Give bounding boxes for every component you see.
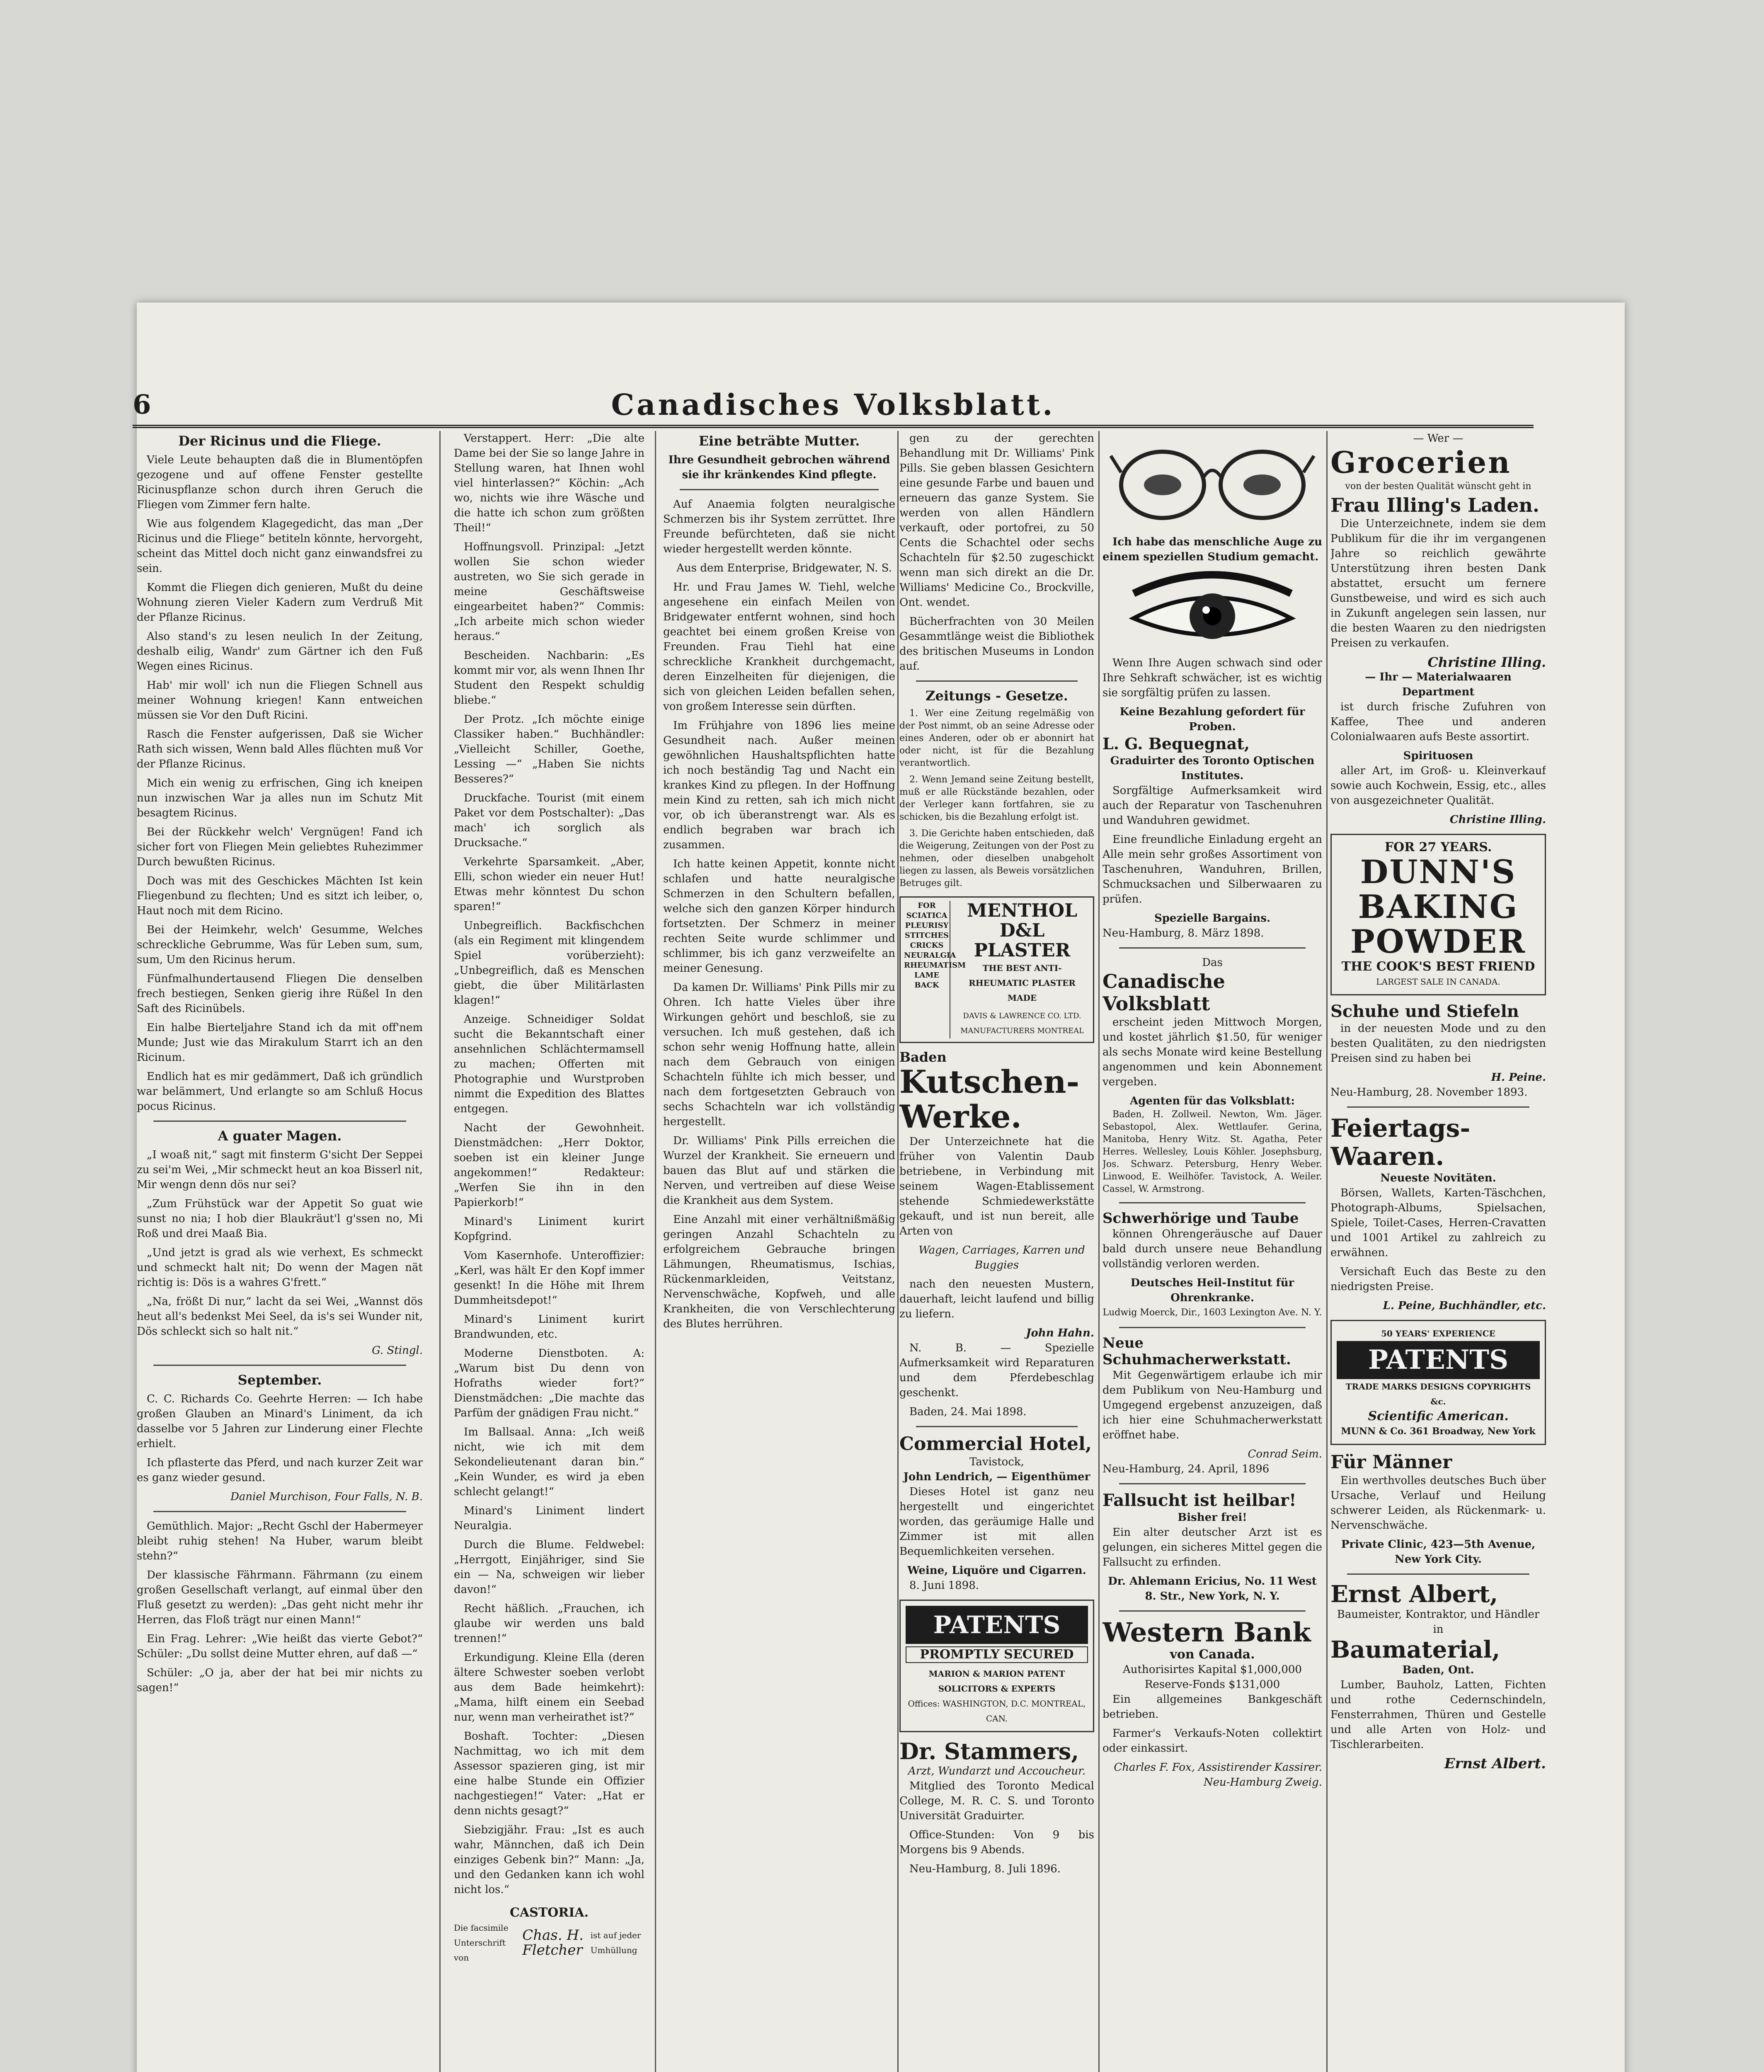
anecdote: Verkehrte Sparsamkeit. „Aber, Elli, schon wieder ein neuer Hut! Etwas mehr könntest Du schon sparen!“ bbox=[454, 856, 645, 913]
column-5 bbox=[1102, 431, 1322, 2072]
feiertags-signature: L. Peine, Buchhändler, etc. bbox=[1383, 1300, 1546, 1312]
optician-sub: Graduirter des Toronto Optischen Institutes. bbox=[1110, 755, 1315, 782]
paragraph: Die Unterzeichnete, indem sie dem Publikum für die ihr im vergangenen Jahre so reichlich gewährte Unterstützung ihren besten Dank abstattet, ersucht um fernere Gunstbeweise, und wird es sich auch in Zukunft angelegen sein lassen, nur die besten Waaren zu den niedrigsten Preisen zu verkaufen. bbox=[1330, 518, 1546, 649]
volksblatt-title: Canadische Volksblatt bbox=[1102, 970, 1225, 1015]
column-2 bbox=[454, 431, 645, 2072]
subheadline: Ihre Gesundheit gebrochen während sie ihr kränkendes Kind pflegte. bbox=[668, 454, 890, 481]
poem-stanza: Endlich hat es mir gedämmert, Daß ich gründlich war belämmert, Und erlangte so am Schluß Hocus pocus Ricinus. bbox=[137, 1070, 423, 1113]
heilbar-address: Dr. Ahlemann Ericius, No. 11 West 8. Str., New York, N. Y. bbox=[1108, 1575, 1317, 1602]
castoria-ad bbox=[454, 1920, 645, 1965]
patents-munn-header bbox=[1337, 1341, 1540, 1379]
optician-name: L. G. Bequegnat, bbox=[1102, 734, 1250, 753]
anecdote: Nacht der Gewohnheit. Dienstmädchen: „Herr Doktor, soeben ist ein kleiner Junge angekommen!“ Redakteur: „Werfen Sie ihn in den Papierkorb!“ bbox=[454, 1122, 645, 1209]
patents-ad-sub: PROMPTLY SECURED bbox=[906, 1646, 1088, 1663]
patents-munn-title: PATENTS bbox=[1368, 1344, 1509, 1375]
kutschen-title: Kutschen-Werke. bbox=[899, 1063, 1080, 1135]
separator bbox=[153, 1121, 406, 1122]
heilbar-sub: Bisher frei! bbox=[1178, 1511, 1247, 1524]
volksblatt-agents-title: Agenten für das Volksblatt: bbox=[1129, 1095, 1295, 1107]
column-rule bbox=[1326, 431, 1328, 2072]
paragraph: Börsen, Wallets, Karten-Täschchen, Photograph-Albums, Spielsachen, Spiele, Toilet-Cases, Herren-Cravatten und 1001 Artikel zu zahlreich zu erwähnen. bbox=[1330, 1187, 1546, 1259]
headline-mutter: Eine beträbte Mutter. bbox=[698, 433, 860, 449]
patents-munn-ad bbox=[1330, 1320, 1546, 1445]
separator bbox=[916, 680, 1078, 682]
column-3 bbox=[663, 431, 895, 2072]
menthol-ad-maker: DAVIS & LAWRENCE CO. LTD. MANUFACTURERS MONTREAL bbox=[960, 1012, 1084, 1035]
paragraph: Lumber, Bauholz, Latten, Fichten und rothe Cedernschindeln, Fensterrahmen, Thüren und Gestelle und alle Arten von Holz- und Tischlerarbeiten. bbox=[1330, 1679, 1546, 1751]
kutschen-signature: John Hahn. bbox=[1026, 1327, 1094, 1339]
kutschen-pre: Baden bbox=[899, 1049, 947, 1065]
paragraph: Hr. und Frau James W. Tiehl, welche angesehene ein einfach Meilen von Bridgewater entfernt wohnen, sind hoch geachtet bei einem großen Kreise von Freunden. Frau Tiehl hat eine schreckliche Krankheit durchgemacht, deren Einzelheiten für diejenigen, die sich von gleichen Leiden befallen sehen, von großem Interesse sein dürften. bbox=[663, 581, 895, 713]
paragraph: Office-Stunden: Von 9 bis Morgens bis 9 Abends. bbox=[899, 1829, 1094, 1856]
paragraph: Eine freundliche Einladung ergeht an Alle mein sehr großes Assortiment von Taschenuhren, Wanduhren, Brillen, Schmucksachen und Silberwaaren zu prüfen. bbox=[1102, 833, 1322, 905]
men-clinic: Private Clinic, 423—5th Avenue, New York City. bbox=[1341, 1538, 1536, 1566]
poem-stanza: „Na, frößt Di nur,“ lacht da sei Wei, „Wannst dös heut all's bedenkst Mei Seel, da is's sei Wunder nit, Dös schleckt sich so halt nit.“ bbox=[137, 1295, 423, 1338]
grocery-signature: Christine Illing. bbox=[1427, 654, 1546, 670]
stammers-title: Dr. Stammers, bbox=[899, 1738, 1079, 1765]
castoria-ad-right: ist auf jeder Umhüllung bbox=[590, 1930, 641, 1955]
anecdote: Bescheiden. Nachbarin: „Es kommt mir vor, als wenn Ihnen Ihr Student den Respekt schuldig bliebe.“ bbox=[454, 649, 645, 707]
patents-ad bbox=[899, 1600, 1094, 1732]
castoria-ad-left: Die facsimile Unterschrift von bbox=[454, 1923, 509, 1963]
menthol-ad-uses: FOR SCIATICA PLEURISY STITCHES CRICKS NEURALGIA RHEUMATISM LAME BACK bbox=[904, 901, 950, 1038]
column-6 bbox=[1330, 431, 1546, 2072]
dateline: Baden, 24. Mai 1898. bbox=[909, 1406, 1027, 1418]
paragraph: Ein allgemeines Bankgeschäft betrieben. bbox=[1102, 1693, 1322, 1721]
men-title: Für Männer bbox=[1330, 1452, 1452, 1473]
grocery-shop: Frau Illing's Laden. bbox=[1330, 494, 1539, 516]
menthol-plaster-ad bbox=[899, 896, 1094, 1043]
anecdote: Durch die Blume. Feldwebel: „Herrgott, Einjähriger, sind Sie ein — Na, schweigen wir lieber davon!“ bbox=[454, 1539, 645, 1596]
anecdote: Schüler: „O ja, aber der hat bei mir nichts zu sagen!“ bbox=[137, 1667, 423, 1694]
anecdote: Unbegreiflich. Backfischchen (als ein Regiment mit klingendem Spiel vorüberzieht): „Unbegreiflich, daß es Menschen giebt, die über Militärlasten klagen!“ bbox=[454, 920, 645, 1007]
dunns-ad-sub: THE COOK'S BEST FRIEND bbox=[1341, 959, 1535, 974]
separator bbox=[916, 1426, 1078, 1427]
poem-stanza: Doch was mit des Geschickes Mächten Ist kein Fliegenbund zu flechten; Und es sitzt ich leiber, o, Haut noch mit dem Ricino. bbox=[137, 875, 423, 917]
patents-ad-header bbox=[906, 1606, 1088, 1644]
volksblatt-pre: Das bbox=[1202, 956, 1223, 969]
law-item: 1. Wer eine Zeitung regelmäßig von der Post nimmt, ob an seine Adresse oder eines Anderen, oder ob er abonnirt hat oder nicht, ist für die Bezahlung verantwortlich. bbox=[899, 708, 1094, 768]
shoes-signature: H. Peine. bbox=[1491, 1071, 1546, 1084]
hotel-owner: John Lendrich, — Eigenthümer bbox=[903, 1471, 1090, 1483]
letter-signature: Daniel Murchison, Four Falls, N. B. bbox=[230, 1491, 423, 1503]
bank-reserve: Reserve-Fonds $131,000 bbox=[1144, 1678, 1280, 1691]
eye-ad-caption: Ich habe das menschliche Auge zu einem speziellen Studium gemacht. bbox=[1102, 536, 1322, 563]
poem-stanza: Also stand's zu lesen neulich In der Zeitung, deshalb eilig, Wandr' zum Gärtner ich den Fuß Wegen eines Ricinus. bbox=[137, 630, 423, 673]
patents-ad-title: PATENTS bbox=[933, 1611, 1061, 1639]
paragraph: Im Frühjahre von 1896 lies meine Gesundheit nach. Außer meinen gewöhnlichen Haushaltspflichten hatte ich noch beständig Tag und Nacht ein krankes Kind zu pflegen. In der Hoffnung mein Kind zu retten, sah ich mich nicht vor, ob ich überanstrengt war. Als es endlich begraben war brach ich zusammen. bbox=[663, 719, 895, 851]
grocery-dept: — Ihr — Materialwaaren Department bbox=[1365, 671, 1512, 698]
grocery-sub: von der besten Qualität wünscht geht in bbox=[1345, 481, 1531, 491]
ernst-place: Baden, Ont. bbox=[1402, 1664, 1474, 1676]
bank-subtitle: von Canada. bbox=[1170, 1647, 1255, 1662]
anecdote: Im Ballsaal. Anna: „Ich weiß nicht, wie ich mit dem Sekondelieutenant daran bin.“ „Kein Wunder, es wird ja eben schlecht gelangt!“ bbox=[454, 1426, 645, 1498]
dateline: Neu-Hamburg, 28. November 1893. bbox=[1330, 1086, 1528, 1099]
column-1 bbox=[137, 431, 423, 2072]
poem-stanza: Ein halbe Bierteljahre Stand ich da mit off'nem Munde; Just wie das Mirakulum Starrt ich an den Ricinum. bbox=[137, 1021, 423, 1064]
shoemaker-title: Neue Schuhmacherwerkstatt. bbox=[1102, 1335, 1291, 1368]
ernst-sub: Baumeister, Kontraktor, und Händler in bbox=[1337, 1608, 1540, 1636]
headline-september: September. bbox=[237, 1372, 322, 1388]
anecdote: Ein Frag. Lehrer: „Wie heißt das vierte Gebot?“ Schüler: „Du sollst deine Mutter ehren, auf daß —“ bbox=[137, 1633, 423, 1660]
dateline: Neu-Hamburg, 24. April, 1896 bbox=[1102, 1463, 1270, 1475]
eye-icon bbox=[1102, 569, 1322, 651]
paragraph: Dieses Hotel ist ganz neu hergestellt und eingerichtet worden, das geräumige Halle und Zimmer ist mit allen Bequemlichkeiten versehen. bbox=[899, 1486, 1094, 1558]
paragraph: Ich hatte keinen Appetit, konnte nicht schlafen und hatte neuralgische Schmerzen in den Schultern befallen, welche sich den ganzen Körper hindurch fortsetzten. Der Schmerz in meiner rechten Seite wurde schlimmer und schlimmer, bis ich ganz verzweifelte an meiner Genesung. bbox=[663, 858, 895, 975]
separator bbox=[1119, 1483, 1306, 1484]
feiertags-title: Feiertags-Waaren. bbox=[1330, 1114, 1471, 1171]
headline-magen: A guater Magen. bbox=[218, 1128, 342, 1144]
shoes-title: Schuhe und Stiefeln bbox=[1330, 1002, 1519, 1021]
patents-ad-firm: MARION & MARION PATENT SOLICITORS & EXPERTS bbox=[928, 1669, 1065, 1694]
liniment-notice: Minard's Liniment lindert Neuralgia. bbox=[454, 1505, 645, 1532]
poem-stanza: Bei der Heimkehr, welch' Gesumme, Welches schreckliche Gebrumme, Was für Leben sum, sum, sum, Um den Ricinus herum. bbox=[137, 924, 423, 966]
bank-capital: Authorisirtes Kapital $1,000,000 bbox=[1123, 1663, 1302, 1676]
liniment-notice: Minard's Liniment kurirt Brandwunden, etc. bbox=[454, 1313, 645, 1341]
paragraph: Mitglied des Toronto Medical College, M. R. C. S. und Toronto Universität Graduirter. bbox=[899, 1780, 1094, 1822]
paragraph: Ein alter deutscher Arzt ist es gelungen, ein sicheres Mittel gegen die Fallsucht zu erfinden. bbox=[1102, 1526, 1322, 1569]
hotel-wines: Weine, Liquöre und Cigarren. bbox=[907, 1564, 1086, 1577]
anecdote: Vom Kasernhofe. Unteroffizier: „Kerl, was hält Er den Kopf immer gesenkt! In die Höhe mit Ihrem Dummheitsdepot!“ bbox=[454, 1249, 645, 1307]
separator bbox=[1119, 1327, 1306, 1328]
paragraph: Da kamen Dr. Williams' Pink Pills mir zu Ohren. Ich hatte Vieles über ihre Wirkungen gehört und beschloß, sie zu versuchen. Ich muß gestehen, daß ich schon sehr wenig Hoffnung hatte, allein nach dem Gebrauch von einigen Schachteln fühlte ich mich besser, und nach dem fortgesetzten Gebrauch von sechs Schachteln war ich vollständig hergestellt. bbox=[663, 981, 895, 1128]
patents-munn-sci: Scientific American. bbox=[1368, 1409, 1509, 1423]
feiertags-sub: Neueste Novitäten. bbox=[1380, 1172, 1496, 1184]
masthead bbox=[133, 387, 1534, 428]
paragraph: gen zu der gerechten Behandlung mit Dr. Williams' Pink Pills. Sie geben blassen Gesichtern eine gesunde Farbe und bauen und erneuern das ganze System. Sie werden von allen Händlern verkauft, oder portofrei, zu 50 Cents die Schachtel oder sechs Schachteln für $2.50 zugeschickt wenn man sich direkt an die Dr. Williams' Medicine Co., Brockville, Ont. wendet. bbox=[899, 432, 1094, 609]
anecdote: Erkundigung. Kleine Ella (deren ältere Schwester soeben verlobt aus dem Bade heimkehrt): „Mama, hilft einem ein Seebad nur, wenn man verheirathet ist?“ bbox=[454, 1651, 645, 1723]
column-rule bbox=[655, 431, 656, 2072]
menthol-ad-sub: THE BEST ANTI-RHEUMATIC PLASTER MADE bbox=[969, 963, 1076, 1003]
separator bbox=[1119, 1610, 1306, 1612]
ernst-title: Ernst Albert, bbox=[1330, 1581, 1498, 1608]
paper-title: Canadisches Volksblatt. bbox=[611, 387, 1055, 422]
paragraph: Eine Anzahl mit einer verhältnißmäßig geringen Anzahl Schachteln zu erfolgreichem Gebrauche bringen Lähmungen, Rheumatismus, Ischias, Rückenmarkleiden, Veitstanz, Nervenschwäche, Kopfweh, und alle Krankheiten, die von Verschlechterung des Blutes herrühren. bbox=[663, 1213, 895, 1330]
stammers-sub: Arzt, Wundarzt und Accoucheur. bbox=[908, 1765, 1086, 1777]
paragraph: Dr. Williams' Pink Pills erreichen die Wurzel der Krankheit. Sie erneuern und bauen das Blut auf und stärken die Nerven, und vertreiben auf diese Weise die Krankheit aus dem System. bbox=[663, 1135, 895, 1207]
dunns-baking-powder-ad bbox=[1330, 834, 1546, 995]
paragraph: Ich pflasterte das Pferd, und nach kurzer Zeit war es ganz wieder gesund. bbox=[137, 1457, 423, 1484]
separator bbox=[680, 489, 879, 490]
author-signature: G. Stingl. bbox=[372, 1344, 423, 1357]
deaf-ad-title: Schwerhörige und Taube bbox=[1102, 1210, 1299, 1227]
poem-stanza: „I woaß nit,“ sagt mit finsterm G'sicht Der Seppei zu sei'm Wei, „Mir schmeckt heut an koa Bisserl nit, Mir wengn denn dös nur sei? bbox=[137, 1149, 423, 1191]
paragraph: aller Art, im Groß- u. Kleinverkauf sowie auch Kochwein, Essig, etc., alles von ausgezeichneter Qualität. bbox=[1330, 765, 1546, 807]
paragraph: Versichaft Euch das Beste zu den niedrigsten Preise. bbox=[1330, 1266, 1546, 1293]
grocery-title: Grocerien bbox=[1330, 445, 1512, 480]
law-item: 3. Die Gerichte haben entschieden, daß die Weigerung, Zeitungen von der Post zu nehmen, oder dieselben unabgeholt liegen zu lassen, als Beweis vorsätzlichen Betruges gilt. bbox=[899, 828, 1094, 888]
dunns-ad-pre: FOR 27 YEARS. bbox=[1384, 840, 1492, 854]
dateline: Neu-Hamburg, 8. März 1898. bbox=[1102, 927, 1264, 939]
dateline: 8. Juni 1898. bbox=[909, 1579, 979, 1592]
poem-stanza: Mich ein wenig zu erfrischen, Ging ich kneipen nun inzwischen War ja alles nun im Schutz Mit besagtem Ricinus. bbox=[137, 777, 423, 819]
separator bbox=[153, 1365, 406, 1366]
column-4 bbox=[899, 431, 1094, 2072]
anecdote: Anzeige. Schneidiger Soldat sucht die Bekanntschaft einer ansehnlichen Schlächtermamsell zu machen; Offerten mit Photographie und Wurstproben nimmt die Expedition des Blattes entgegen. bbox=[454, 1013, 645, 1115]
bank-title: Western Bank bbox=[1102, 1617, 1311, 1648]
ernst-title-2: Baumaterial, bbox=[1330, 1636, 1500, 1663]
shoemaker-signature: Conrad Seim. bbox=[1248, 1448, 1322, 1460]
poem-stanza: „Und jetzt is grad als wie verhext, Es schmeckt und schmeckt halt nit; Do wenn der Magen nät richtig is: Dös is a wahres G'frett.“ bbox=[137, 1247, 423, 1289]
paragraph: Wie aus folgendem Klagegedicht, das man „Der Ricinus und die Fliege“ betiteln könnte, hervorgeht, scheint das Mittel doch nicht ganz einwandsfrei zu sein. bbox=[137, 518, 423, 575]
paragraph: Viele Leute behaupten daß die in Blumentöpfen gezogene und auf offene Fenster gestellte Ricinuspflanze schon durch ihren Geruch die Fliegen vom Zimmer fern halte. bbox=[137, 454, 423, 511]
separator bbox=[153, 1511, 406, 1512]
paragraph: ist durch frische Zufuhren von Kaffee, Thee und anderen Colonialwaaren aufs Beste assortirt. bbox=[1330, 701, 1546, 743]
spectacles-icon bbox=[1102, 431, 1322, 530]
castoria-ad-title: CASTORIA. bbox=[510, 1905, 589, 1920]
separator bbox=[1347, 1573, 1529, 1575]
hotel-title: Commercial Hotel, bbox=[899, 1433, 1092, 1455]
anecdote: Der klassische Fährmann. Fährmann (zu einem großen Gesellschaft verlangt, auf einmal über den Fluß gesetzt zu werden): „Das geht nicht mehr ihr Herren, das Floß trägt nur einen Mann!“ bbox=[137, 1569, 423, 1626]
poem-stanza: Hab' mir woll' ich nun die Fliegen Schnell aus meiner Wohnung kriegen! Kann entweichen müssen sie Vor den Duft Ricini. bbox=[137, 679, 423, 721]
anecdote: Moderne Dienstboten. A: „Warum bist Du denn von Hofraths wieder fort?“ Dienstmädchen: „Die machte das Parfüm der gnädigen Frau nicht.“ bbox=[454, 1347, 645, 1419]
patents-munn-address: MUNN & Co. 361 Broadway, New York bbox=[1341, 1426, 1536, 1437]
column-rule bbox=[897, 431, 899, 2072]
separator bbox=[1119, 1202, 1306, 1203]
anecdote: Boshaft. Tochter: „Diesen Nachmittag, wo ich mit dem Assessor spazieren ging, ist mir eine halbe Stunde ein Offizier nachgestiegen!“ Vater: „Hat er denn nichts gesagt?“ bbox=[454, 1730, 645, 1817]
dunns-ad-foot: LARGEST SALE IN CANADA. bbox=[1376, 977, 1500, 987]
anecdote: Hoffnungsvoll. Prinzipal: „Jetzt wollen Sie schon wieder austreten, wo Sie sich gerade in meine Geschäftsweise eingearbeitet haben?“ Commis: „Ich arbeite mich schon wieder heraus.“ bbox=[454, 541, 645, 643]
optician-bargains: Spezielle Bargains. bbox=[1154, 912, 1271, 925]
paragraph: können Ohrengeräusche auf Dauer bald durch unsere neue Behandlung vollständig verloren werden. bbox=[1102, 1228, 1322, 1270]
poem-stanza: Bei der Rückkehr welch' Vergnügen! Fand ich sicher fort von Fliegen Mein geliebtes Ruhezimmer Durch bewußten Ricinus. bbox=[137, 826, 423, 868]
patents-munn-years: 50 YEARS' EXPERIENCE bbox=[1381, 1329, 1495, 1339]
paragraph: erscheint jeden Mittwoch Morgen, und kostet jährlich $1.50, für weniger als sechs Monate wird keine Bestellung angenommen und kein Abonnement vergeben. bbox=[1102, 1016, 1322, 1088]
paragraph: Auf Anaemia folgten neuralgische Schmerzen bis ihr System zerrüttet. Ihre Freunde befürchteten, daß sie nicht wieder hergestellt werden könnte. bbox=[663, 498, 895, 555]
anecdote: Druckfache. Tourist (mit einem Paket vor dem Postschalter): „Das mach' ich sorglich als Drucksache.“ bbox=[454, 792, 645, 849]
grocery-pre: — Wer — bbox=[1413, 432, 1464, 445]
patents-munn-sub: TRADE MARKS DESIGNS COPYRIGHTS &c. bbox=[1345, 1382, 1531, 1406]
grocery-spirits: Spirituosen bbox=[1403, 750, 1473, 762]
dateline: Neu-Hamburg, 8. Juli 1896. bbox=[909, 1863, 1061, 1875]
bank-manager: Charles F. Fox, Assistirender Kassirer. bbox=[1114, 1761, 1322, 1774]
column-rule bbox=[439, 431, 441, 2072]
anecdote: Recht häßlich. „Frauchen, ich glaube wir werden uns bald trennen!“ bbox=[454, 1602, 645, 1645]
eye-ad-note: Keine Bezahlung gefordert für Proben. bbox=[1119, 706, 1305, 733]
deaf-ad-address: Ludwig Moerck, Dir., 1603 Lexington Ave. N. Y. bbox=[1102, 1307, 1322, 1318]
bank-branch: Neu-Hamburg Zweig. bbox=[1203, 1776, 1322, 1789]
headline-ricinus: Der Ricinus und die Fliege. bbox=[178, 433, 381, 449]
poem-stanza: „Zum Frühstück war der Appetit So guat wie sunst no nia; I hob dier Blaukräut'l g'ssen no, Mi Roß und drei Maaß Bia. bbox=[137, 1198, 423, 1240]
volksblatt-agents: Baden, H. Zollweil. Newton, Wm. Jäger. Sebastopol, Alex. Wettlaufer. Gerina, Manitoba, Henry Witz. St. Agatha, Peter Herres. Wellesley, Louis Köhler. Josephsburg, Jos. Schwarz. Petersburg, Henry Weber. Linwood, E. Weilhöfer. Tavistock, A. Weiler. Cassel, W. Armstrong. bbox=[1102, 1109, 1322, 1194]
ernst-signature: Ernst Albert. bbox=[1444, 1755, 1546, 1772]
page-number: 6 bbox=[133, 389, 151, 420]
paragraph: N. B. — Spezielle Aufmerksamkeit wird Reparaturen und dem Pferdebeschlag geschenkt. bbox=[899, 1342, 1094, 1399]
paragraph: Der Unterzeichnete hat die früher von Valentin Daub betriebene, in Verbindung mit seinem Wagen-Etablissement stehende Schmiedewerkstätte gekauft, und ist nun bereit, alle Arten von bbox=[899, 1135, 1094, 1237]
separator bbox=[1119, 947, 1306, 949]
poem-stanza: Rasch die Fenster aufgerissen, Daß sie Wicher Rath sich wissen, Wenn bald Alles flüchten muß Vor der Pflanze Ricinus. bbox=[137, 728, 423, 770]
dateline: Aus dem Enterprise, Bridgewater, N. S. bbox=[676, 562, 892, 574]
paragraph: Sorgfältige Aufmerksamkeit wird auch der Reparatur von Taschenuhren und Wanduhren gewidmet. bbox=[1102, 784, 1322, 827]
poem-stanza: Kommt die Fliegen dich genieren, Mußt du deine Wohnung zieren Vieler Kadern zum Verdruß Mit der Pflanze Ricinus. bbox=[137, 581, 423, 624]
anecdote: Gemüthlich. Major: „Recht Gschl der Habermeyer bleibt ruhig stehen! Na Huber, warum bleibt stehn?“ bbox=[137, 1520, 423, 1562]
headline-zeitungs-gesetze: Zeitungs - Gesetze. bbox=[926, 688, 1068, 704]
poem-stanza: Fünfmalhundertausend Fliegen Die denselben frech bestiegen, Senken gierig ihre Rüßel In den Saft des Ricinübels. bbox=[137, 973, 423, 1015]
kutschen-items: Wagen, Carriages, Karren und Buggies bbox=[918, 1244, 1085, 1271]
paragraph: Farmer's Verkaufs-Noten collektirt oder einkassirt. bbox=[1102, 1727, 1322, 1755]
anecdote: Siebzigjähr. Frau: „Ist es auch wahr, Männchen, daß ich Dein einziges Gebenk bin?“ Mann: „Ja, und den Gedanken kann ich wohl nicht los.“ bbox=[454, 1824, 645, 1896]
deaf-ad-institute: Deutsches Heil-Institut für Ohrenkranke. bbox=[1130, 1277, 1294, 1304]
paragraph: in der neuesten Mode und zu den besten Qualitäten, zu den niedrigsten Preisen sind zu haben bei bbox=[1330, 1022, 1546, 1065]
menthol-ad-title: MENTHOL D&L PLASTER bbox=[967, 900, 1078, 961]
paragraph: Bücherfrachten von 30 Meilen Gesammtlänge weist die Bibliothek des britischen Museums in London auf. bbox=[899, 615, 1094, 673]
hotel-place: Tavistock, bbox=[969, 1456, 1024, 1468]
paragraph: Mit Gegenwärtigem erlaube ich mir dem Publikum von Neu-Hamburg und Umgegend ergebenst anzuzeigen, daß ich hier eine Schuhmacherwerkstatt eröffnet habe. bbox=[1102, 1369, 1322, 1441]
column-rule bbox=[1098, 431, 1100, 2072]
paragraph: nach den neuesten Mustern, dauerhaft, leicht laufend und billig zu liefern. bbox=[899, 1278, 1094, 1320]
law-item: 2. Wenn Jemand seine Zeitung bestellt, muß er alle Rückstände bezahlen, oder der Verleger kann fortfahren, sie zu schicken, bis die Bezahlung erfolgt ist. bbox=[899, 775, 1094, 822]
paragraph: C. C. Richards Co. Geehrte Herren: — Ich habe großen Glauben an Minard's Liniment, da ich dasselbe vor 5 Jahren zur Linderung einer Flechte erhielt. bbox=[137, 1393, 423, 1450]
anecdote: Der Protz. „Ich möchte einige Classiker haben.“ Buchhändler: „Vielleicht Schiller, Goethe, Lessing —“ „Haben Sie nichts Besseres?“ bbox=[454, 713, 645, 785]
heilbar-title: Fallsucht ist heilbar! bbox=[1102, 1491, 1296, 1510]
grocery-signature-2: Christine Illing. bbox=[1449, 813, 1546, 826]
patents-ad-offices: Offices: WASHINGTON, D.C. MONTREAL, CAN. bbox=[908, 1699, 1086, 1723]
liniment-notice: Minard's Liniment kurirt Kopfgrind. bbox=[454, 1215, 645, 1243]
anecdote: Verstappert. Herr: „Die alte Dame bei der Sie so lange Jahre in Stellung waren, hat Ihnen wohl viel hinterlassen?“ Köchin: „Ach wo, nichts wie ihre Wäsche und die hatte ich schon zum größten Theil!“ bbox=[454, 432, 645, 534]
separator bbox=[1347, 1106, 1529, 1108]
paragraph: Wenn Ihre Augen schwach sind oder Ihre Sehkraft schwächer, ist es wichtig sie sorgfältig prüfen zu lassen. bbox=[1102, 657, 1322, 699]
castoria-signature: Chas. H. Fletcher bbox=[522, 1927, 584, 1958]
dunns-ad-title: DUNN'S BAKING POWDER bbox=[1350, 853, 1527, 961]
paragraph: Ein werthvolles deutsches Buch über Ursache, Verlauf und Heilung schwerer Leiden, als Rückenmark- u. Nervenschwäche. bbox=[1330, 1474, 1546, 1532]
